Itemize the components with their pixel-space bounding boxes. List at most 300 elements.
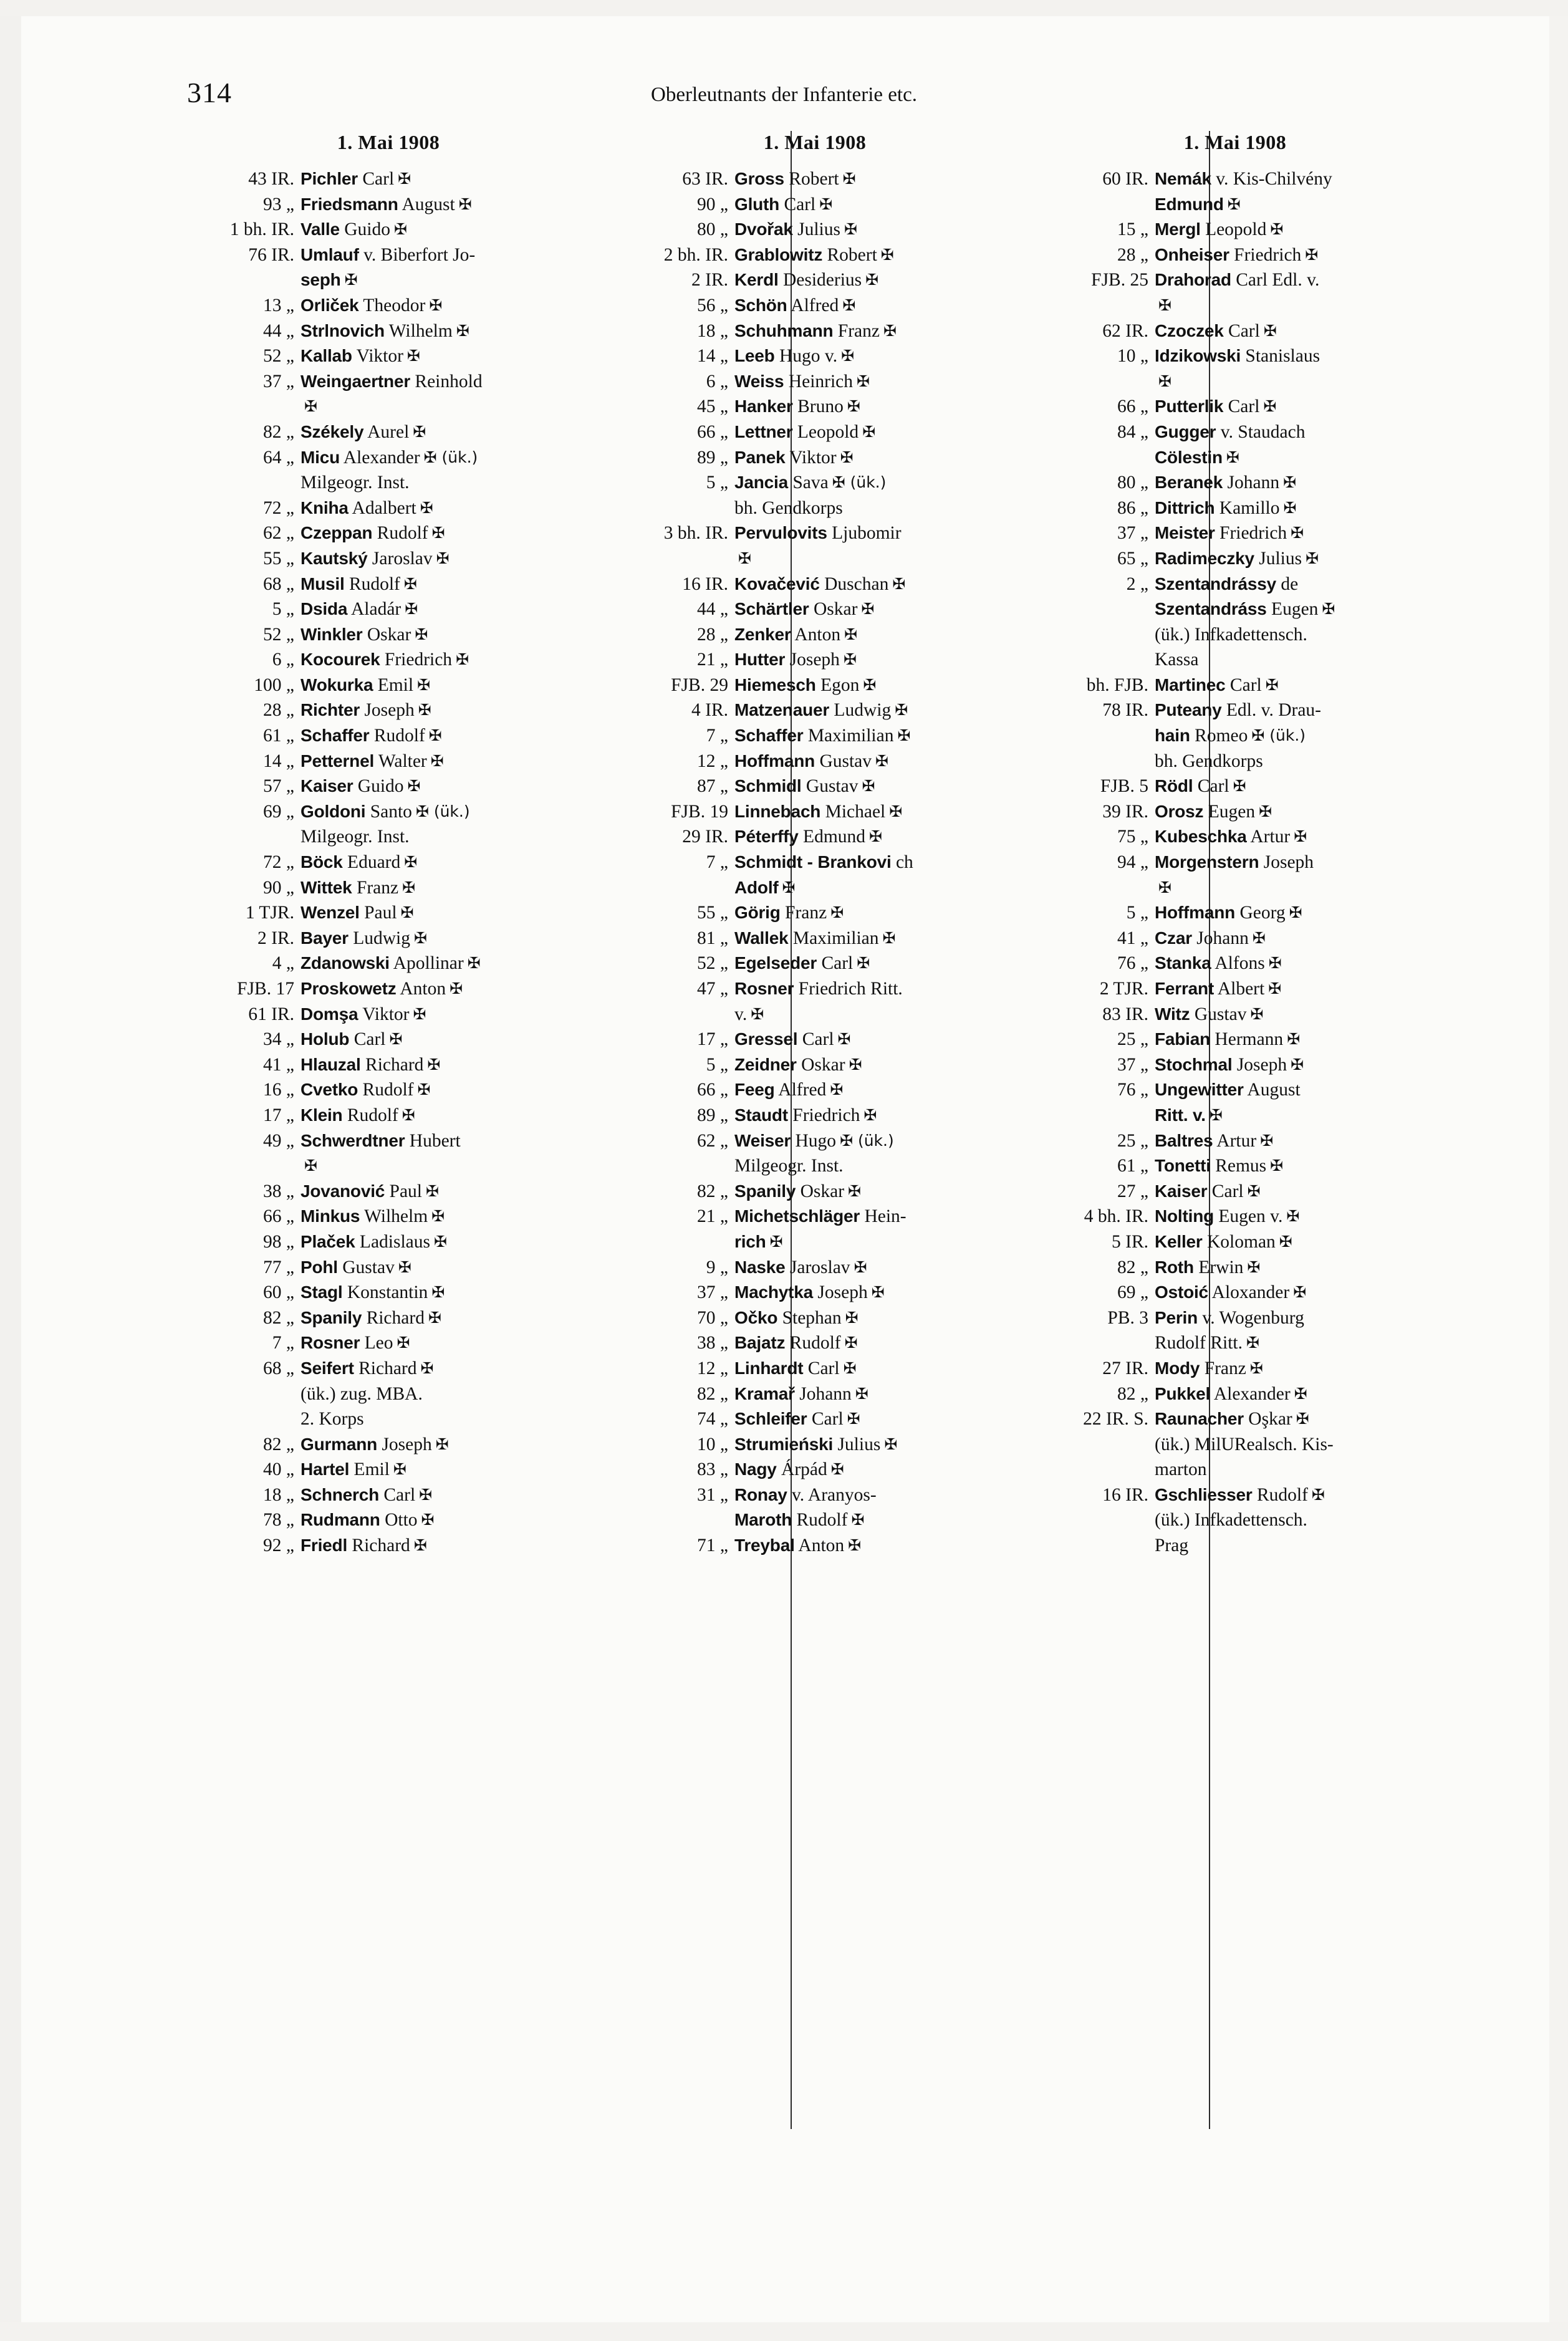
- officer-givenname: Sava: [787, 473, 829, 493]
- unit-designation: FJB. 5: [1100, 776, 1148, 797]
- officer-surname: Martinec: [1155, 675, 1226, 695]
- entry-row: [1039, 470, 1431, 496]
- officer-givenname: Carl: [349, 1029, 386, 1050]
- entry-row: [1039, 496, 1431, 521]
- entry-row: [185, 394, 592, 420]
- officer-givenname: Friedrich: [787, 1105, 860, 1125]
- cross-decoration-icon: ✠: [402, 878, 416, 897]
- unit-designation: 5 „: [272, 599, 294, 620]
- officer-givenname: Eduard: [342, 852, 401, 873]
- cross-decoration-icon: ✠: [425, 1181, 439, 1200]
- entry-row: [185, 1533, 592, 1559]
- officer-givenname: Jaroslav: [785, 1257, 850, 1277]
- entry-row: [618, 1077, 1011, 1103]
- unit-designation: 100 „: [254, 675, 294, 695]
- officer-givenname: Alexander: [339, 447, 420, 468]
- entry-row: [1039, 749, 1431, 774]
- officer-surname: Gressel: [734, 1029, 798, 1049]
- officer-givenname: Konstantin: [342, 1282, 428, 1303]
- cross-decoration-icon: ✠: [403, 574, 417, 593]
- entry-row: [1039, 723, 1431, 749]
- unit-designation: 14 „: [263, 751, 294, 771]
- officer-surname: Schleifer: [734, 1409, 807, 1429]
- officer-surname: rich: [734, 1231, 766, 1251]
- cross-decoration-icon: ✠: [415, 625, 428, 643]
- unit-designation: 10 „: [1117, 346, 1148, 367]
- entry-row: [1039, 799, 1431, 825]
- entry-row: [1039, 850, 1431, 875]
- officer-givenname: Rudolf: [1252, 1484, 1308, 1505]
- unit-designation: 27 IR.: [1102, 1358, 1148, 1378]
- officer-surname: Gluth: [734, 194, 780, 214]
- officer-surname: Ronay: [734, 1484, 787, 1504]
- entry-row: [618, 293, 1011, 319]
- unit-designation: 38 „: [263, 1181, 294, 1201]
- unit-designation: 78 „: [263, 1510, 294, 1531]
- cross-decoration-icon: ✠: [456, 321, 469, 340]
- unit-designation: 25 „: [1117, 1130, 1148, 1151]
- unit-designation: 28 „: [263, 700, 294, 721]
- officer-givenname: Leopold: [792, 421, 859, 442]
- entry-row: [618, 344, 1011, 369]
- officer-givenname: Julius: [833, 1434, 881, 1454]
- officer-surname: Pohl: [301, 1257, 338, 1277]
- cross-decoration-icon: ✠: [417, 1080, 431, 1099]
- entry-row: [185, 1382, 592, 1407]
- officer-givenname: 2. Korps: [301, 1409, 364, 1430]
- unit-designation: 84 „: [1117, 421, 1148, 442]
- column-3-heading: 1. Mai 1908: [1183, 131, 1287, 153]
- officer-surname: hain: [1155, 726, 1190, 746]
- officer-givenname: August: [1243, 1080, 1301, 1100]
- entry-row: [618, 926, 1011, 951]
- officer-surname: Gugger: [1155, 421, 1216, 441]
- officer-surname: Friedsmann: [301, 194, 398, 214]
- entry-row: [1039, 420, 1431, 445]
- officer-surname: Hanker: [734, 397, 793, 416]
- officer-givenname: Johann: [1223, 473, 1280, 493]
- officer-givenname: Wilhelm: [360, 1206, 428, 1227]
- cross-decoration-icon: ✠: [430, 751, 444, 770]
- officer-surname: Orosz: [1155, 801, 1204, 821]
- officer-surname: Meister: [1155, 523, 1215, 543]
- entry-row: [1039, 597, 1431, 622]
- officer-surname: Pervulovits: [734, 523, 827, 543]
- cross-decoration-icon: ✠ (ük.): [840, 1131, 894, 1150]
- officer-surname: Domşa: [301, 1004, 358, 1024]
- cross-decoration-icon: ✠: [419, 1485, 433, 1504]
- unit-designation: 64 „: [263, 447, 294, 468]
- entry-row: [1039, 1027, 1431, 1052]
- officer-givenname: Carl: [803, 1358, 840, 1378]
- officer-givenname: Joseph: [360, 700, 415, 721]
- unit-designation: 60 „: [263, 1282, 294, 1303]
- unit-designation: FJB. 25: [1091, 270, 1148, 291]
- cross-decoration-icon: ✠: [862, 422, 876, 441]
- cross-decoration-icon: ✠: [847, 1410, 860, 1428]
- cross-decoration-icon: ✠: [880, 245, 894, 264]
- officer-givenname: Viktor: [785, 447, 837, 468]
- cross-decoration-icon: ✠: [304, 1156, 317, 1175]
- officer-surname: Cvetko: [301, 1080, 358, 1100]
- cross-decoration-icon: ✠: [429, 296, 443, 314]
- unit-designation: 82 „: [1117, 1383, 1148, 1404]
- officer-surname: Hoffmann: [734, 751, 815, 771]
- officer-givenname: Eugen: [1203, 801, 1256, 822]
- unit-designation: 82 „: [697, 1383, 728, 1404]
- officer-givenname: Carl: [379, 1484, 416, 1505]
- officer-givenname: Anton: [791, 624, 841, 645]
- unit-designation: 18 „: [697, 320, 728, 341]
- entry-row: [618, 1280, 1011, 1305]
- officer-givenname: Guido: [339, 219, 390, 240]
- unit-designation: 41 „: [1117, 928, 1148, 948]
- officer-surname: Tonetti: [1155, 1156, 1211, 1176]
- entry-row: [618, 1255, 1011, 1281]
- officer-surname: Kubeschka: [1155, 827, 1247, 847]
- officer-surname: Schmidt - Brankovi: [734, 852, 892, 872]
- unit-designation: 15 „: [1117, 219, 1148, 240]
- cross-decoration-icon: ✠: [830, 1080, 844, 1099]
- officer-surname: Goldoni: [301, 801, 366, 821]
- unit-designation: 66 „: [697, 1080, 728, 1100]
- officer-givenname: Rudolf: [785, 1333, 841, 1353]
- officer-givenname: Joseph: [1232, 1054, 1287, 1075]
- entry-row: [1039, 293, 1431, 319]
- page-header: [0, 39, 1568, 108]
- cross-decoration-icon: ✠: [769, 1232, 783, 1251]
- entry-row: [185, 1179, 592, 1204]
- officer-givenname: Leopold: [1200, 219, 1267, 240]
- officer-surname: Puteany: [1155, 700, 1222, 720]
- cross-decoration-icon: ✠: [393, 1460, 406, 1479]
- entry-row: [185, 1204, 592, 1229]
- cross-decoration-icon: ✠: [1247, 1257, 1261, 1276]
- column-1: [185, 131, 604, 1559]
- cross-decoration-icon: ✠: [842, 170, 856, 188]
- officer-givenname: Eugen: [1266, 599, 1319, 620]
- officer-givenname: Santo: [365, 801, 412, 822]
- cross-decoration-icon: ✠: [431, 1207, 445, 1226]
- officer-givenname: Artur: [1246, 827, 1291, 847]
- entry-row: [185, 1229, 592, 1255]
- officer-surname: Naske: [734, 1257, 786, 1277]
- cross-decoration-icon: ✠: [863, 1105, 877, 1124]
- unit-designation: 93 „: [263, 194, 294, 214]
- cross-decoration-icon: ✠: [1158, 296, 1171, 314]
- unit-designation: 1 bh. IR.: [229, 219, 294, 240]
- unit-designation: 37 „: [263, 371, 294, 392]
- entry-row: [618, 749, 1011, 774]
- entry-row: [185, 470, 592, 496]
- officer-givenname: Gustav: [801, 776, 859, 797]
- cross-decoration-icon: ✠: [1247, 1181, 1261, 1200]
- officer-givenname: Remus: [1210, 1156, 1267, 1176]
- entry-list-1: [185, 166, 592, 1559]
- cross-decoration-icon: ✠: [1250, 1004, 1264, 1023]
- officer-givenname: Albert: [1214, 979, 1265, 999]
- entry-row: [618, 1027, 1011, 1052]
- officer-surname: Umlauf: [301, 244, 359, 264]
- entry-row: [618, 1330, 1011, 1356]
- officer-surname: Onheiser: [1155, 244, 1229, 264]
- officer-surname: Stanka: [1155, 953, 1211, 973]
- cross-decoration-icon: ✠: [842, 296, 856, 314]
- officer-givenname: Carl: [1207, 1181, 1244, 1201]
- officer-givenname: Rudolf: [344, 574, 400, 594]
- entry-row: [1039, 1204, 1431, 1229]
- officer-givenname: Wilhelm: [384, 320, 453, 341]
- unit-designation: 77 „: [263, 1257, 294, 1277]
- officer-givenname: August: [398, 194, 455, 214]
- entry-row: [185, 496, 592, 521]
- officer-givenname: Aloxander: [1208, 1282, 1290, 1303]
- officer-givenname: v. Biberfort Jo-: [358, 244, 476, 265]
- unit-designation: 7 „: [706, 726, 728, 746]
- officer-surname: Witz: [1155, 1004, 1190, 1024]
- officer-givenname: Kassa: [1155, 650, 1199, 670]
- cross-decoration-icon: ✠: [1252, 928, 1266, 947]
- officer-surname: Matzenauer: [734, 700, 830, 720]
- unit-designation: 37 „: [1117, 523, 1148, 544]
- cross-decoration-icon: ✠: [862, 777, 875, 796]
- officer-givenname: Carl: [779, 194, 816, 214]
- officer-givenname: Johann: [794, 1383, 852, 1404]
- officer-givenname: Rudolf: [792, 1510, 848, 1531]
- cross-decoration-icon: ✠: [1296, 1410, 1309, 1428]
- entry-list-2: [618, 166, 1011, 1559]
- officer-surname: Fabian: [1155, 1029, 1211, 1049]
- unit-designation: 82 „: [263, 1307, 294, 1328]
- entry-row: [185, 1356, 592, 1382]
- cross-decoration-icon: ✠: [1322, 600, 1335, 618]
- entry-row: [618, 1153, 1011, 1179]
- unit-designation: 41 „: [263, 1054, 294, 1075]
- unit-designation: 75 „: [1117, 827, 1148, 847]
- officer-surname: Schwerdtner: [301, 1130, 405, 1150]
- entry-row: [185, 1077, 592, 1103]
- cross-decoration-icon: ✠: [400, 903, 414, 922]
- cross-decoration-icon: ✠: [843, 650, 857, 669]
- entry-row: [185, 850, 592, 875]
- unit-designation: 6 „: [706, 371, 728, 392]
- officer-givenname: Anton: [396, 979, 446, 999]
- entry-row: [1039, 1255, 1431, 1281]
- officer-surname: Feeg: [734, 1080, 775, 1100]
- officer-surname: Czeppan: [301, 523, 373, 543]
- entry-row: [185, 1280, 592, 1305]
- unit-designation: 17 „: [697, 1029, 728, 1050]
- cross-decoration-icon: ✠: [1311, 1485, 1325, 1504]
- officer-surname: Weingaertner: [301, 371, 411, 391]
- officer-surname: Nagy: [734, 1459, 777, 1479]
- unit-designation: 68 „: [263, 574, 294, 594]
- unit-designation: 82 „: [1117, 1257, 1148, 1277]
- unit-designation: 90 „: [697, 194, 728, 214]
- unit-designation: 12 „: [697, 751, 728, 771]
- entry-row: [185, 1507, 592, 1533]
- officer-surname: Ostoić: [1155, 1282, 1208, 1302]
- officer-givenname: Eugen v.: [1214, 1206, 1283, 1227]
- cross-decoration-icon: ✠: [847, 397, 860, 416]
- officer-givenname: Carl: [807, 1409, 844, 1430]
- officer-givenname: de: [1276, 574, 1299, 594]
- entry-row: [618, 723, 1011, 749]
- officer-surname: Schaffer: [734, 726, 804, 746]
- officer-givenname: Friedrich Ritt.: [794, 979, 903, 999]
- entry-row: [618, 521, 1011, 546]
- officer-surname: Wittek: [301, 877, 352, 897]
- officer-givenname: Anton: [794, 1536, 845, 1556]
- officer-givenname: Hermann: [1210, 1029, 1284, 1050]
- entry-row: [185, 319, 592, 344]
- cross-decoration-icon: ✠: [782, 878, 796, 897]
- officer-givenname: Carl: [1193, 776, 1229, 797]
- entry-row: [1039, 1432, 1431, 1458]
- officer-surname: Maroth: [734, 1510, 792, 1530]
- unit-designation: 89 „: [697, 447, 728, 468]
- officer-givenname: Prag: [1155, 1536, 1189, 1556]
- officer-surname: Kramař: [734, 1383, 795, 1403]
- entry-row: [618, 267, 1011, 293]
- unit-designation: bh. FJB.: [1086, 675, 1148, 695]
- officer-surname: Szentandráss: [1155, 599, 1267, 619]
- officer-givenname: marton: [1155, 1459, 1207, 1480]
- cross-decoration-icon: ✠: [420, 1358, 434, 1377]
- officer-givenname: Koloman: [1202, 1231, 1276, 1252]
- officer-surname: Szentandrássy: [1155, 574, 1277, 594]
- cross-decoration-icon: ✠ (ük.): [415, 802, 470, 820]
- officer-givenname: Walter: [374, 751, 427, 771]
- cross-decoration-icon: ✠: [844, 1334, 858, 1352]
- cross-decoration-icon: ✠: [848, 1536, 862, 1555]
- unit-designation: 82 „: [697, 1181, 728, 1201]
- entry-row: [185, 900, 592, 926]
- officer-givenname: bh. Gendkorps: [1155, 751, 1263, 771]
- cross-decoration-icon: ✠: [857, 372, 870, 390]
- cross-decoration-icon: ✠: [421, 1511, 435, 1529]
- officer-surname: Czoczek: [1155, 320, 1224, 340]
- officer-surname: Baltres: [1155, 1130, 1213, 1150]
- officer-givenname: Kamillo: [1214, 498, 1280, 518]
- entry-row: [185, 572, 592, 597]
- officer-surname: Richter: [301, 700, 360, 720]
- cross-decoration-icon: ✠: [1268, 954, 1282, 973]
- unit-designation: 62 „: [263, 523, 294, 544]
- cross-decoration-icon: ✠: [1289, 903, 1302, 922]
- entry-row: [185, 1483, 592, 1508]
- officer-surname: Kocourek: [301, 650, 380, 670]
- officer-surname: Kerdl: [734, 270, 779, 290]
- unit-designation: 45 „: [697, 397, 728, 417]
- unit-designation: 61 „: [1117, 1156, 1148, 1176]
- cross-decoration-icon: ✠: [738, 549, 751, 567]
- unit-designation: 66 „: [1117, 397, 1148, 417]
- unit-designation: 76 „: [1117, 953, 1148, 974]
- entry-row: [618, 850, 1011, 875]
- unit-designation: 14 „: [697, 346, 728, 367]
- cross-decoration-icon: ✠: [1260, 1131, 1274, 1150]
- entry-row: [618, 394, 1011, 420]
- unit-designation: 62 „: [697, 1130, 728, 1151]
- unit-designation: 31 „: [697, 1484, 728, 1505]
- unit-designation: 78 IR.: [1102, 700, 1148, 721]
- officer-givenname: Franz: [1200, 1358, 1246, 1378]
- entry-row: [185, 293, 592, 319]
- officer-surname: Musil: [301, 574, 345, 594]
- cross-decoration-icon: ✠: [1279, 1232, 1292, 1251]
- officer-givenname: Robert: [784, 169, 839, 189]
- officer-givenname: Stephan: [777, 1307, 842, 1328]
- entry-row: [618, 1002, 1011, 1027]
- officer-surname: Pukkel: [1155, 1383, 1211, 1403]
- officer-givenname: Hugo: [791, 1130, 837, 1151]
- cross-decoration-icon: ✠: [413, 1004, 426, 1023]
- entry-row: [1039, 1533, 1431, 1559]
- column-2: [604, 131, 1022, 1559]
- entry-row: [185, 369, 592, 395]
- officer-givenname: Joseph: [785, 650, 840, 670]
- officer-surname: Raunacher: [1155, 1409, 1244, 1429]
- unit-designation: 34 „: [263, 1029, 294, 1050]
- folio-number: 314: [187, 77, 232, 108]
- entry-row: [185, 1330, 592, 1356]
- entry-row: [1039, 647, 1431, 673]
- entry-row: [1039, 774, 1431, 799]
- entry-row: [185, 1027, 592, 1052]
- column-container: [185, 131, 1431, 1559]
- unit-designation: FJB. 17: [237, 979, 294, 999]
- officer-surname: Zdanowski: [301, 953, 390, 973]
- officer-surname: Schaffer: [301, 726, 370, 746]
- entry-row: [1039, 875, 1431, 901]
- cross-decoration-icon: ✠: [1305, 245, 1319, 264]
- cross-decoration-icon: ✠: [414, 928, 427, 947]
- unit-designation: 12 „: [697, 1358, 728, 1378]
- entry-row: [1039, 1077, 1431, 1103]
- entry-row: [618, 166, 1011, 192]
- unit-designation: 5 „: [706, 473, 728, 493]
- entry-row: [618, 1179, 1011, 1204]
- entry-list-3: [1039, 166, 1431, 1559]
- unit-designation: 2 IR.: [257, 928, 294, 948]
- cross-decoration-icon: ✠: [1158, 372, 1171, 390]
- unit-designation: 66 „: [263, 1206, 294, 1227]
- unit-designation: 62 IR.: [1102, 320, 1148, 341]
- officer-surname: Gschliesser: [1155, 1484, 1253, 1504]
- officer-surname: Linhardt: [734, 1358, 804, 1378]
- unit-designation: 43 IR.: [248, 169, 294, 189]
- cross-decoration-icon: ✠: [1246, 1334, 1259, 1352]
- cross-decoration-icon: ✠: [402, 1105, 415, 1124]
- officer-givenname: Reinhold: [410, 371, 483, 392]
- entry-row: [618, 1356, 1011, 1382]
- cross-decoration-icon: ✠: [751, 1004, 764, 1023]
- officer-surname: Putterlik: [1155, 397, 1224, 416]
- cross-decoration-icon: ✠: [436, 549, 450, 567]
- unit-designation: 18 „: [263, 1484, 294, 1505]
- unit-designation: 2 „: [1126, 574, 1148, 594]
- unit-designation: 80 „: [697, 219, 728, 240]
- entry-row: [1039, 824, 1431, 850]
- entry-row: [618, 243, 1011, 268]
- entry-row: [1039, 1507, 1431, 1533]
- officer-givenname: Alfred: [787, 295, 839, 315]
- entry-row: [1039, 521, 1431, 546]
- officer-givenname: v. Kis-Chilvény: [1211, 169, 1332, 189]
- officer-surname: Székely: [301, 421, 364, 441]
- officer-givenname: Hubert: [405, 1130, 461, 1151]
